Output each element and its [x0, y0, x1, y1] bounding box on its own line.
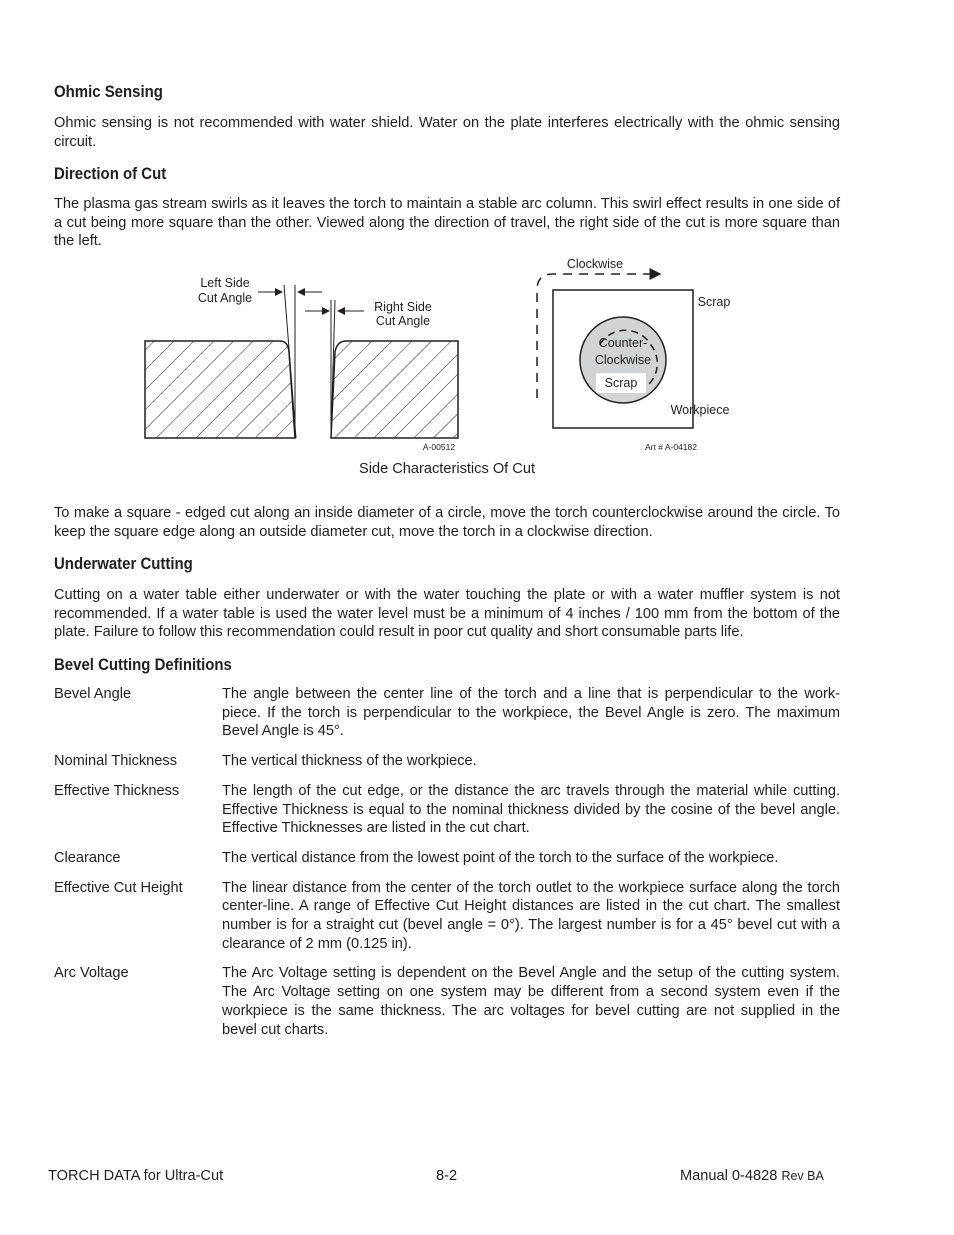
footer-manual-number: Manual 0-4828	[680, 1168, 778, 1184]
footer-page-number: 8-2	[436, 1168, 458, 1184]
right-side-label-1: Right Side	[374, 300, 432, 314]
heading-bevel-definitions: Bevel Cutting Definitions	[54, 655, 232, 674]
clockwise-label: Clockwise	[566, 257, 624, 271]
definition-row	[54, 964, 840, 1039]
paragraph-circle-direction: To make a square - edged cut along an inside diameter of a circle, move the torch counterclockwise around the circle. To keep the square edge along an outside diameter cut, move the torch in a clockwise direction.	[54, 505, 840, 540]
paragraph-ohmic-sensing: Ohmic sensing is not recommended with water shield. Water on the plate interferes electrically with the ohmic sensing circuit.	[54, 115, 840, 150]
definition-description: The Arc Voltage setting is dependent on the Bevel Angle and the setup of the cutting system. The Arc Voltage setting on one system may be different from a second system even if the workpiece is the same thickness. The arc voltages for bevel cutting are not supplied in the bevel cut charts.	[222, 965, 840, 1038]
footer-right	[680, 1168, 824, 1184]
figure-caption: Side Characteristics Of Cut	[359, 461, 535, 477]
definition-term: Bevel Angle	[54, 686, 132, 702]
cut-characteristics-figure	[0, 250, 954, 490]
definition-term: Clearance	[54, 849, 121, 866]
footer-left: TORCH DATA for Ultra-Cut	[48, 1168, 224, 1184]
paragraph-direction-of-cut: The plasma gas stream swirls as it leaves the torch to maintain a stable arc column. This swirl effect results in one side of a cut being more square than the other. Viewed along the direction of travel, the right side of the cut is more square than the left.	[54, 196, 840, 250]
paragraph-underwater-cutting: Cutting on a water table either underwater or with the water touching the plate or with a water muffler system is not recommended. If a water table is used the water level must be a minimum of 4 inches / 100 mm from the bottom of the plate. Failure to follow this recommendation could result in poor cut quality and short consumable parts life.	[54, 587, 840, 641]
definition-term: Effective Thickness	[54, 782, 180, 799]
art-number-left: A-00512	[422, 442, 456, 452]
art-number-right: Art # A-04182	[645, 442, 697, 452]
definition-description: The vertical distance from the lowest point of the torch to the surface of the workpiece.	[222, 849, 779, 866]
counter-label-2: Clockwise	[594, 353, 652, 367]
heading-underwater-cutting: Underwater Cutting	[54, 554, 193, 573]
plate-left-piece	[145, 341, 295, 438]
definition-description: The linear distance from the center of the torch outlet to the workpiece surface along the torch center-line. A range of Effective Cut Height distances are listed in the cut chart. The smallest number is for a straight cut (bevel angle = 0°). The largest number is for a 45° bevel cut with a clearance of 2 mm (0.125 in).	[222, 879, 840, 952]
definition-term: Arc Voltage	[54, 965, 129, 982]
definition-row	[54, 782, 840, 838]
right-side-label-2: Cut Angle	[375, 314, 431, 328]
heading-direction-of-cut: Direction of Cut	[54, 164, 167, 183]
workpiece-label: Workpiece	[670, 403, 730, 417]
definition-row	[54, 685, 840, 741]
left-side-label-1: Left Side	[200, 276, 250, 290]
left-side-label-2: Cut Angle	[197, 291, 253, 305]
footer-revision: Rev BA	[781, 1169, 824, 1183]
heading-ohmic-sensing: Ohmic Sensing	[54, 82, 163, 101]
definition-row	[54, 879, 840, 954]
scrap-inner-label: Scrap	[604, 376, 638, 390]
counter-label-1: Counter-	[598, 336, 648, 350]
scrap-outer-label: Scrap	[697, 295, 731, 309]
definition-term: Effective Cut Height	[54, 879, 183, 896]
definition-row	[54, 849, 840, 868]
definition-description: The angle between the center line of the torch and a line that is perpendicular to the work-piece. If the torch is perpendicular to the workpiece, the Bevel Angle is zero. The maximum Bevel Angle is 45°.	[222, 686, 840, 740]
definition-term: Nominal Thickness	[54, 753, 178, 770]
definition-description: The length of the cut edge, or the distance the arc travels through the material while cutting. Effective Thickness is equal to the nominal thickness divided by the cosine of the bevel angle. Effective Thicknesses are listed in the cut chart.	[222, 782, 840, 837]
definition-row	[54, 752, 840, 771]
plate-right-piece	[331, 341, 458, 438]
definition-description: The vertical thickness of the workpiece.	[222, 753, 477, 770]
bevel-definition-list	[54, 685, 840, 1050]
